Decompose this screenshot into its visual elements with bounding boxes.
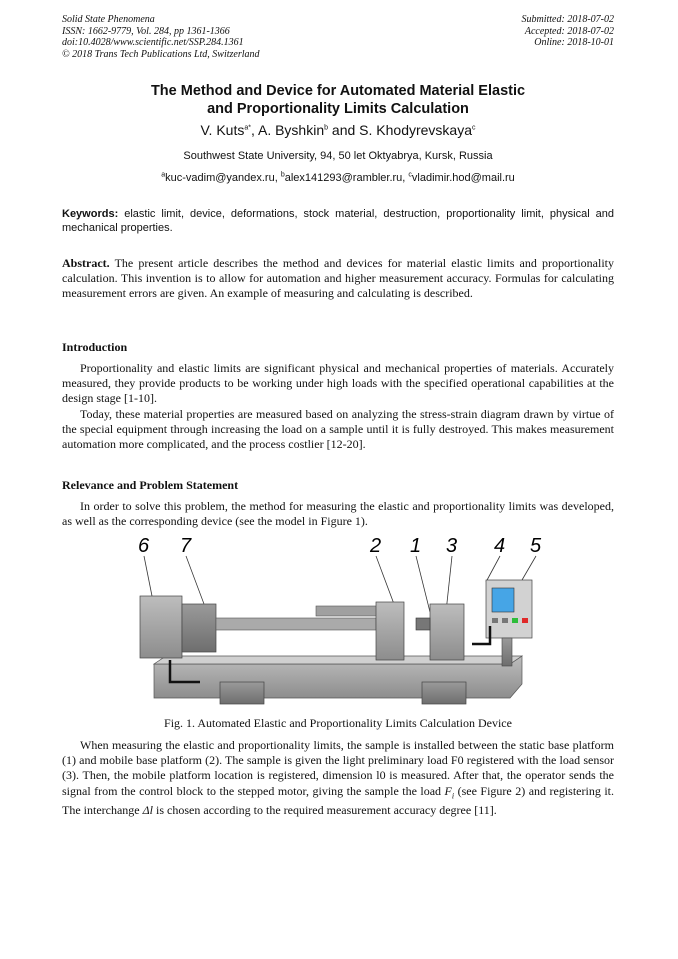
body-paragraph-1 xyxy=(62,738,614,818)
body-text-3: is chosen according to the required measurement accuracy degree [11]. xyxy=(153,803,497,818)
intro-paragraph-1: Proportionality and elastic limits are significant physical and mechanical properties of materials. Accurately measured, they provide products to be working under high loads with the specified operational capabilities at the design stage [1-10]. xyxy=(62,361,614,406)
label-1: 1 xyxy=(410,535,422,557)
email-3[interactable]: vladimir.hod@mail.ru xyxy=(411,172,515,184)
label-5: 5 xyxy=(530,535,542,557)
online-date: Online: 2018-10-01 xyxy=(534,37,614,48)
journal-name: Solid State Phenomena xyxy=(62,14,155,25)
control-stand xyxy=(502,638,512,666)
foot-left xyxy=(220,682,264,704)
title-line-1: The Method and Device for Automated Material Elastic xyxy=(150,83,526,99)
dates-header xyxy=(522,14,615,49)
abstract xyxy=(62,256,614,302)
body-text-2: (see Figure 2) and registering it. The interchange xyxy=(62,783,614,818)
body-text xyxy=(62,738,614,818)
journal-header xyxy=(62,14,260,60)
author-1-mark: a* xyxy=(244,124,251,132)
issn: ISSN: 1662-9779, Vol. 284, pp 1361-1366 xyxy=(62,25,230,37)
paper-title xyxy=(62,82,614,118)
intro-body xyxy=(62,361,614,452)
email-2-mark: b xyxy=(280,171,285,179)
static-platform xyxy=(430,604,464,660)
keywords-label: Keywords: xyxy=(62,208,119,220)
submitted-date: Submitted: 2018-07-02 xyxy=(521,14,614,25)
label-3: 3 xyxy=(446,535,458,557)
author-2-mark: b xyxy=(324,124,329,132)
label-7: 7 xyxy=(180,535,192,557)
label-6: 6 xyxy=(138,535,150,557)
mobile-platform xyxy=(376,602,404,660)
relevance-paragraph-1: In order to solve this problem, the method for measuring the elastic and proportionality limits was developed, as well as the corresponding device (see the model in Figure 1). xyxy=(62,499,614,529)
intro-heading: Introduction xyxy=(62,340,128,354)
email-1-mark: a xyxy=(161,171,166,179)
authors xyxy=(62,122,614,138)
device-figure xyxy=(130,532,550,716)
accepted-date: Accepted: 2018-07-02 xyxy=(524,25,614,37)
label-4: 4 xyxy=(494,535,506,557)
email-3-mark: c xyxy=(408,171,412,179)
load-symbol: F xyxy=(444,783,452,798)
control-key-2 xyxy=(502,618,508,623)
author-3-mark: c xyxy=(472,124,476,132)
relevance-body xyxy=(62,499,614,529)
email-1[interactable]: kuc-vadim@yandex.ru, xyxy=(165,172,281,184)
doi: doi:10.4028/www.scientific.net/SSP.284.1361 xyxy=(62,37,244,48)
control-key-1 xyxy=(492,618,498,623)
keywords xyxy=(62,207,614,235)
bed-top xyxy=(154,656,522,664)
email-2[interactable]: alex141293@rambler.ru, xyxy=(284,172,409,184)
motor xyxy=(140,596,182,658)
label-2: 2 xyxy=(370,535,382,557)
intro-paragraph-2: Today, these material properties are measured based on analyzing the stress-strain diagram drawn by virtue of the special equipment through increasing the load on a sample until it is fully destroyed. This makes measurement automation more complicated, and the process costlier [12-20]. xyxy=(62,406,614,452)
affiliation: Southwest State University, 94, 50 let Oktyabrya, Kursk, Russia xyxy=(183,150,493,162)
delta-l-symbol: Δl xyxy=(142,803,154,818)
author-1: V. Kuts xyxy=(200,122,245,138)
control-screen xyxy=(492,588,514,612)
abstract-text: The present article describes the method and devices for material elastic limits and proportionality calculation. This invention is to allow for automation and higher measurement accuracy. Formulas for calculating measurement errors are given. An example of measuring and calculating is described. xyxy=(62,256,614,301)
author-3: and S. Khodyrevskaya xyxy=(328,122,473,138)
guide-rod xyxy=(216,618,376,630)
start-button xyxy=(512,618,518,623)
emails xyxy=(62,172,614,184)
relevance-heading: Relevance and Problem Statement xyxy=(62,478,239,492)
stop-button xyxy=(522,618,528,623)
keywords-text: elastic limit, device, deformations, stock material, destruction, proportionality limit, physical and mechanical properties. xyxy=(62,208,614,234)
figure-caption: Fig. 1. Automated Elastic and Proportionality Limits Calculation Device xyxy=(164,716,512,730)
load-subscript: i xyxy=(451,791,455,800)
body-text-1: When measuring the elastic and proportionality limits, the sample is installed between the static base platform (1) and mobile base platform (2). The sample is given the light preliminary load F0 registered with the load sensor (3). Then, the mobile platform location is registered, dimension l0 is measured. After that, the operator sends the signal from the control block to the stepped motor, giving the sample the load xyxy=(62,738,614,798)
motor-gear xyxy=(182,604,216,652)
sample xyxy=(416,618,430,630)
title-line-2: and Proportionality Limits Calculation xyxy=(207,101,469,117)
abstract-label: Abstract. xyxy=(62,256,110,270)
foot-right xyxy=(422,682,466,704)
author-2: , A. Byshkin xyxy=(250,122,325,138)
copyright: © 2018 Trans Tech Publications Ltd, Switzerland xyxy=(62,48,260,60)
